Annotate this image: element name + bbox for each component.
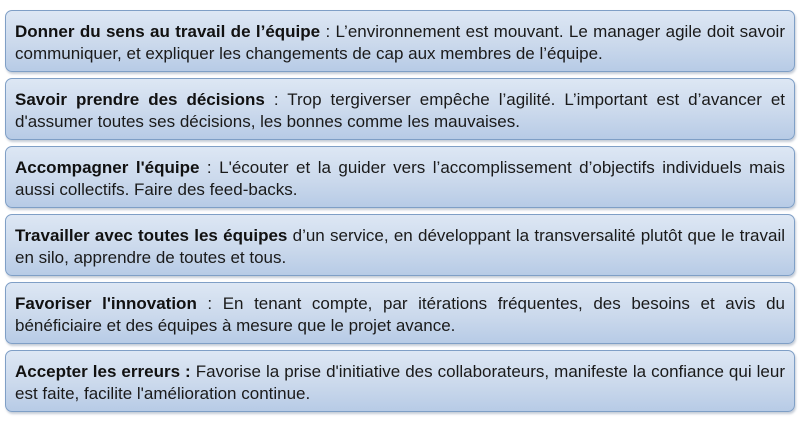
principles-list — [5, 10, 795, 412]
principle-card-meaning — [5, 10, 795, 72]
principle-card-decisions — [5, 78, 795, 140]
principle-title: Accepter les erreurs : — [15, 362, 191, 381]
principle-text: : En tenant compte, par itérations fréquentes, des besoins et avis du bénéficiaire et des équipes à mesure que le projet avance. — [15, 294, 785, 335]
principle-title: Donner du sens au travail de l’équipe — [15, 22, 321, 41]
principle-title: Favoriser l'innovation — [15, 294, 197, 313]
principle-card-innovation — [5, 282, 795, 344]
principle-title: Accompagner l'équipe — [15, 158, 200, 177]
principle-text: : Trop tergiverser empêche l’agilité. L’important est d’avancer et d'assumer toutes ses décisions, les bonnes comme les mauvaises. — [15, 90, 785, 131]
principle-card-support — [5, 146, 795, 208]
principle-title: Savoir prendre des décisions — [15, 90, 265, 109]
principle-text: : L’environnement est mouvant. Le manager agile doit savoir communiquer, et expliquer les changements de cap aux membres de l’équipe. — [15, 22, 785, 63]
principle-text: : L'écouter et la guider vers l’accomplissement d’objectifs individuels mais aussi collectifs. Faire des feed-backs. — [15, 158, 786, 199]
principle-card-errors — [5, 350, 795, 412]
principle-text: d’un service, en développant la transversalité plutôt que le travail en silo, apprendre de toutes et tous. — [15, 226, 785, 267]
principle-card-collaboration — [5, 214, 795, 276]
principle-title: Travailler avec toutes les équipes — [15, 226, 288, 245]
principle-text: Favorise la prise d'initiative des collaborateurs, manifeste la confiance qui leur est faite, facilite l'amélioration continue. — [15, 362, 785, 403]
